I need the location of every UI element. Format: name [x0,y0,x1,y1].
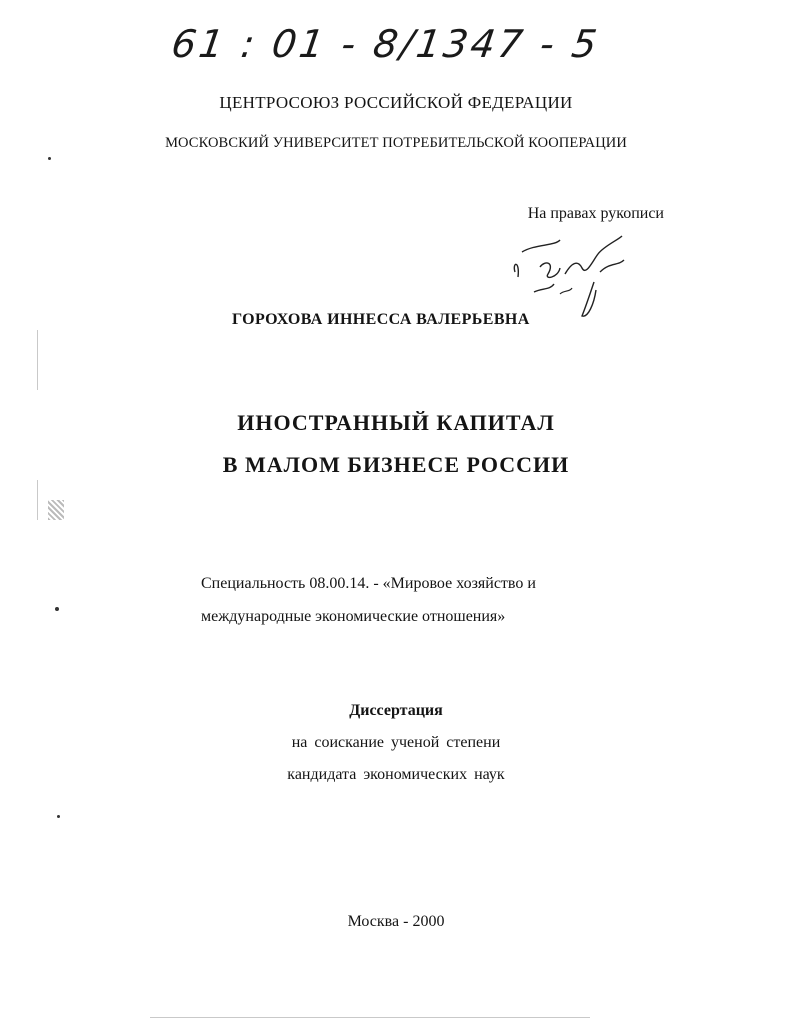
specialty-line-1: Специальность 08.00.14. - «Мировое хозяйство и [201,575,536,592]
scan-noise-patch [48,500,64,520]
scan-speck [48,157,51,160]
dissertation-title-line-2: В МАЛОМ БИЗНЕСЕ РОССИИ [222,452,570,477]
dissertation-title-line-1: ИНОСТРАННЫЙ КАПИТАЛ [237,410,555,435]
scan-speck [55,607,59,611]
specialty-line-2: международные экономические отношения» [201,608,506,625]
organization-line-2: МОСКОВСКИЙ УНИВЕРСИТЕТ ПОТРЕБИТЕЛЬСКОЙ КООПЕРАЦИИ [165,135,627,151]
organization-line-1: ЦЕНТРОСОЮЗ РОССИЙСКОЙ ФЕДЕРАЦИИ [219,93,573,112]
scan-edge-left [37,330,38,390]
degree-line-2: кандидата экономических наук [287,766,505,783]
author-name: ГОРОХОВА ИННЕССА ВАЛЕРЬЕВНА [232,311,530,328]
registry-number-handwritten: 61 : 01 - 8/1347 - 5 [168,22,603,66]
scan-edge-left-lower [37,480,38,520]
scan-speck [57,815,60,818]
manuscript-rights-note: На правах рукописи [527,205,664,222]
place-and-year: Москва - 2000 [347,913,445,930]
dissertation-heading: Диссертация [349,702,443,719]
degree-line-1: на соискание ученой степени [291,734,501,751]
scan-edge-bottom [150,1017,590,1018]
